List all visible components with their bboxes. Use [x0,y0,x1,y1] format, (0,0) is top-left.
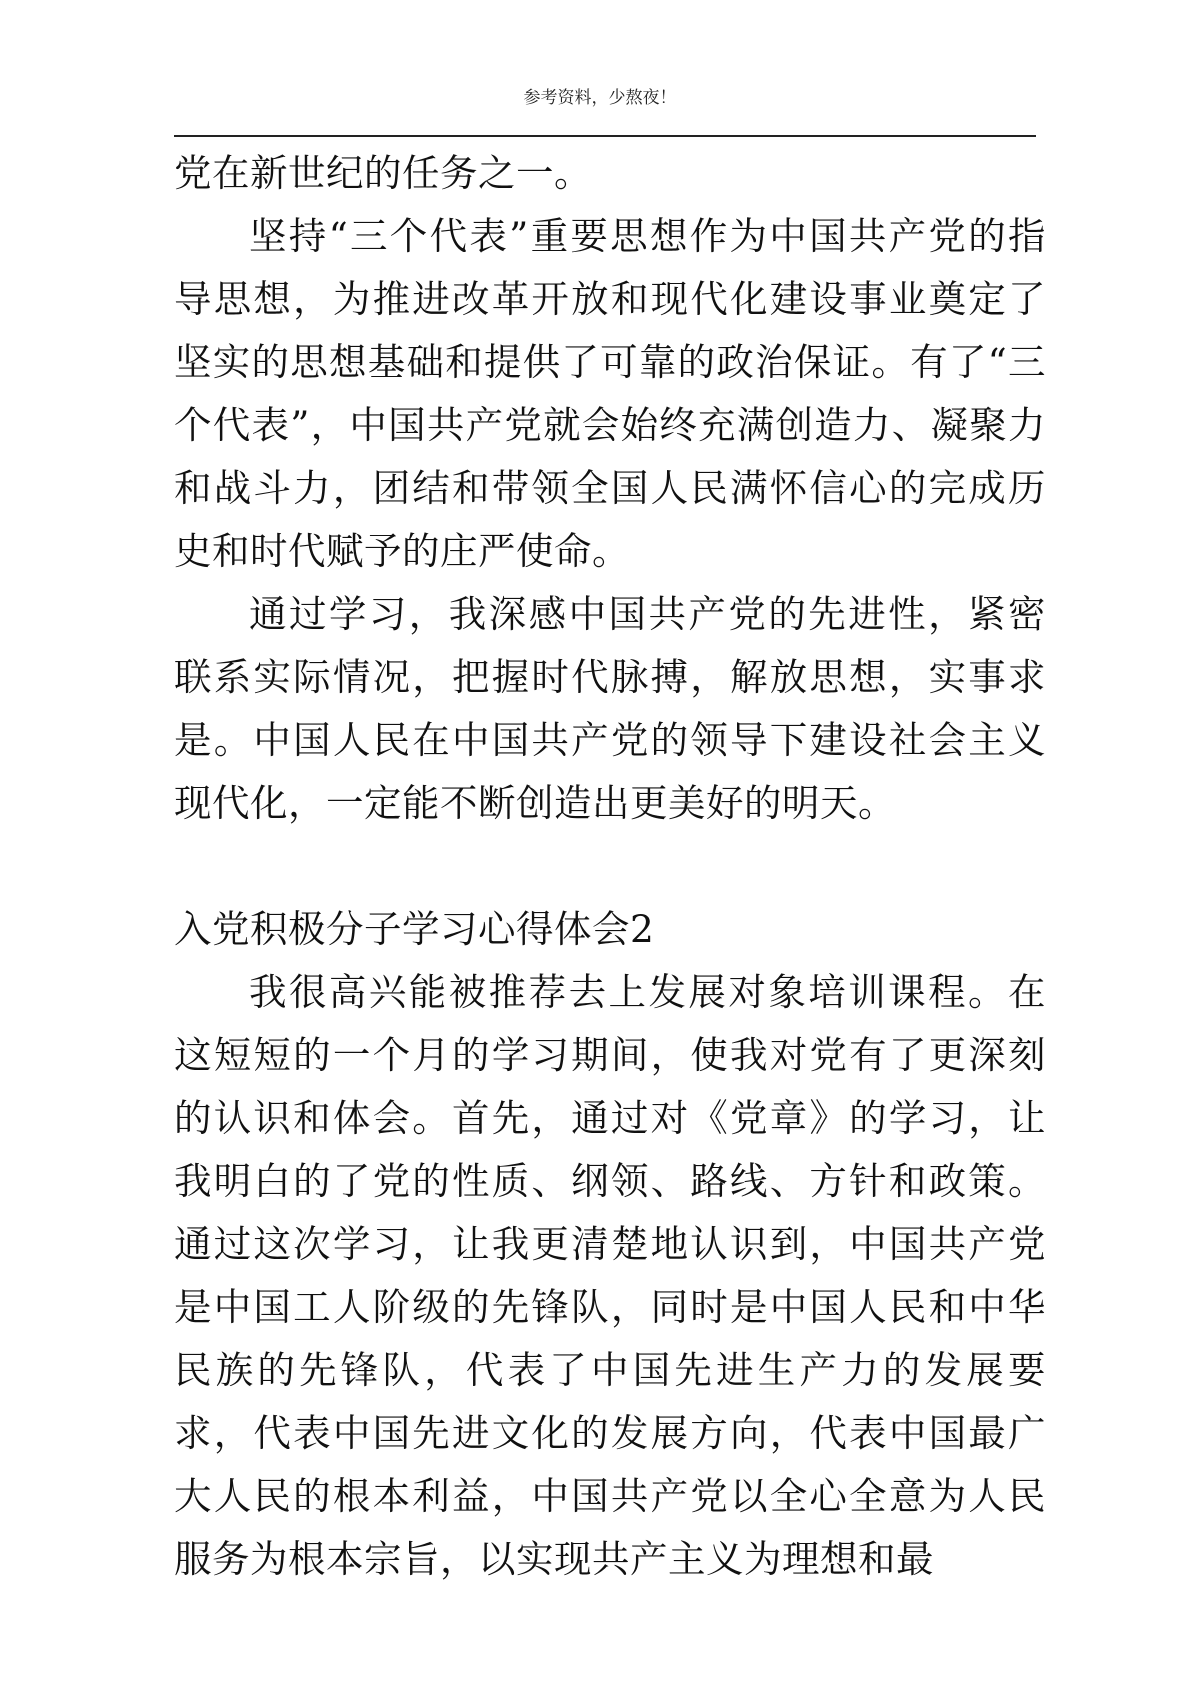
paragraph-continuation: 党在新世纪的任务之一。 [174,151,592,195]
paragraph-training-course: 我很高兴能被推荐去上发展对象培训课程。在这短短的一个月的学习期间，使我对党有了更深刻的认识和体会。首先，通过对《党章》的学习，让我明白的了党的性质、纲领、路线、方针和政策。通过这次学习，让我更清楚地认识到，中国共产党是中国工人阶级的先锋队，同时是中国人民和中华民族的先锋队，代表了中国先进生产力的发展要求，代表中国先进文化的发展方向，代表中国最广大人民的根本利益，中国共产党以全心全意为人民服务为根本宗旨，以实现共产主义为理想和最 [174,970,1046,1581]
document-body [174,142,1046,1591]
section-heading: 入党积极分子学习心得体会2 [174,907,655,951]
section-spacer [174,835,1046,898]
header-divider [174,135,1036,137]
paragraph-three-represents: 坚持“三个代表”重要思想作为中国共产党的指导思想，为推进改革开放和现代化建设事业奠定了坚实的思想基础和提供了可靠的政治保证。有了“三个代表”，中国共产党就会始终充满创造力、凝聚力和战斗力，团结和带领全国人民满怀信心的完成历史和时代赋予的庄严使命。 [174,214,1046,573]
page-header: 参考资料，少熬夜！ [523,88,677,108]
paragraph-study-reflection: 通过学习，我深感中国共产党的先进性，紧密联系实际情况，把握时代脉搏，解放思想，实事求是。中国人民在中国共产党的领导下建设社会主义现代化，一定能不断创造出更美好的明天。 [174,592,1046,825]
